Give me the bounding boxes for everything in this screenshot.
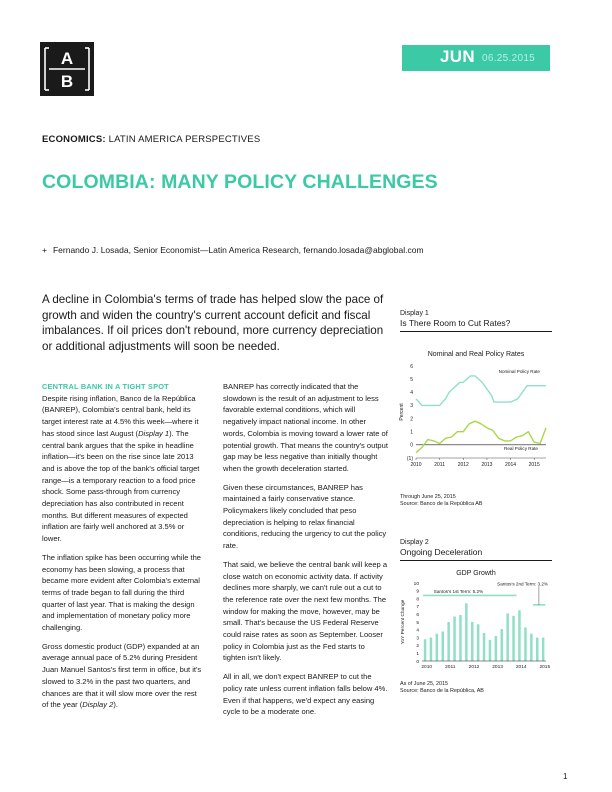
gdp-bar bbox=[524, 628, 527, 662]
section-heading: CENTRAL BANK IN A TIGHT SPOT bbox=[42, 382, 169, 391]
y-tick-label: 0 bbox=[416, 659, 419, 665]
gdp-bar bbox=[424, 639, 427, 661]
gdp-bar bbox=[483, 633, 486, 661]
chart-title: GDP Growth bbox=[456, 570, 496, 577]
source-note: Through June 25, 2015 bbox=[400, 494, 456, 500]
gdp-bar bbox=[530, 634, 533, 661]
gdp-bar bbox=[436, 634, 439, 661]
lead-paragraph: A decline in Colombia's terms of trade has helped slow the pace of growth and widen the country's current account deficit and fiscal imbalances. If oil prices don't rebound, more currency depreciation or additional adjustments will soon be needed. bbox=[42, 293, 384, 353]
kicker-bold: ECONOMICS: bbox=[42, 134, 106, 145]
chart-title: Nominal and Real Policy Rates bbox=[427, 351, 525, 358]
gdp-bar bbox=[430, 638, 433, 661]
y-axis-label: YoY Percent Change bbox=[401, 599, 406, 645]
y-tick-label: 5 bbox=[416, 620, 419, 626]
y-tick-label: 3 bbox=[410, 403, 413, 410]
logo-letter-a: A bbox=[60, 49, 74, 68]
paragraph: BANREP has correctly indicated that the slowdown is the result of an adjustment to less favorable external conditions, which will negatively impact national income. In other words, Colombia is moving toward a lower rate of potential growth. That means the country's output gap may be less negative than initially thought when the growth deceleration started. bbox=[223, 382, 388, 473]
series-label-real: Real Policy Rate bbox=[504, 446, 538, 452]
y-tick-label: 2 bbox=[416, 644, 419, 650]
paragraph: That said, we believe the central bank will keep a close watch on economic activity data. If activity declines more sharply, we can't rule out a cut to the reference rate over the next few months. The window for making the move, however, may be small. That's because the US Federal Reserve could raise rates as soon as September. Looser policy in Colombia just as the Fed starts to tighten isn't likely. bbox=[223, 559, 388, 663]
first-term-label: Santos's 1st Term: 5.2% bbox=[433, 588, 484, 594]
page-title: COLOMBIA: MANY POLICY CHALLENGES bbox=[42, 171, 438, 193]
nominal-rate-line bbox=[416, 376, 546, 406]
x-tick-label: 2011 bbox=[445, 665, 456, 670]
gdp-bar bbox=[459, 615, 462, 661]
gdp-bar bbox=[518, 610, 521, 661]
y-tick-label: 0 bbox=[410, 442, 413, 449]
ab-logo bbox=[40, 42, 94, 96]
second-term-label: Santos's 2nd Term: 3.2% bbox=[497, 581, 548, 587]
author-name: Fernando J. Losada, bbox=[52, 245, 131, 255]
logo-letter-b: B bbox=[60, 72, 74, 91]
display-ref: Display 2 bbox=[82, 700, 114, 710]
paragraph: Despite rising inflation, Banco de la República (BANREP), Colombia's central bank, held its target interest rate at 4.5% this week—where it has stood since last August (Display 1). The central bank argues that the spike in headline inflation—it's been on the rise since late 2013 and is above the top of the bank's official target range—is a temporary reaction to a food price shock. Some pass-through from currency depreciation has also contributed in recent months. But different measures of expected inflation are fairly well anchored at 3.5% or lower. bbox=[42, 393, 200, 544]
y-tick-label: 2 bbox=[410, 416, 413, 423]
gdp-growth-chart bbox=[400, 577, 552, 675]
display-1 bbox=[400, 310, 552, 508]
paragraph: All in all, we don't expect BANREP to cut the policy rate unless current inflation falls below 4%. Even if that happens, we'd expect any easing cycle to be a moderate one. bbox=[223, 672, 388, 717]
section-kicker bbox=[42, 134, 260, 145]
source-note: Source: Banco de la República, AB bbox=[400, 688, 484, 694]
paragraph: The inflation spike has been occurring while the economy has been slowing, a process that became more evident after Colombia's external terms of trade began to fall during the third quarter of last year. That is making the design and implementation of monetary policy more challenging. bbox=[42, 552, 201, 633]
gdp-bar bbox=[506, 613, 509, 661]
y-tick-label: 10 bbox=[413, 581, 419, 587]
y-tick-label: 1 bbox=[416, 652, 419, 657]
date-full: 06.25.2015 bbox=[482, 53, 536, 64]
paragraph: Given these circumstances, BANREP has maintained a fairly conservative stance. Policymakers likely concluded that peso depreciation is helping to relax financial conditions, reducing the urgency to cut the policy rate. bbox=[223, 482, 387, 551]
x-tick-label: 2014 bbox=[504, 462, 517, 468]
author-detail: Senior Economist—Latin America Research, fernando.losada@abglobal.com bbox=[130, 245, 424, 255]
gdp-bar bbox=[501, 629, 504, 661]
gdp-bar bbox=[453, 617, 456, 662]
x-tick-label: 2013 bbox=[492, 665, 503, 670]
author-line bbox=[42, 245, 424, 255]
gdp-bar bbox=[477, 624, 480, 661]
display-label: Display 2 bbox=[400, 539, 429, 546]
y-axis-label: Percent bbox=[399, 403, 405, 421]
gdp-bar bbox=[471, 622, 474, 661]
x-tick-label: 2012 bbox=[457, 462, 469, 468]
date-tab bbox=[402, 45, 550, 71]
x-tick-label: 2015 bbox=[528, 462, 540, 468]
y-tick-label: 9 bbox=[416, 589, 419, 595]
display-ref: Display 1 bbox=[138, 428, 170, 438]
display-2 bbox=[400, 539, 552, 695]
body-column-1 bbox=[42, 381, 202, 718]
policy-rate-chart bbox=[400, 358, 552, 490]
display-label: Display 1 bbox=[400, 310, 429, 317]
y-tick-label: 6 bbox=[416, 613, 419, 618]
body-column-2 bbox=[223, 381, 389, 725]
paragraph: Gross domestic product (GDP) expanded at an average annual pace of 5.2% during President Juan Manuel Santos's first term in office, but it's slowed to 3.2% in the past two quarters, and chances are that it will slow more over the rest of the year (Display 2). bbox=[42, 641, 202, 710]
gdp-bar bbox=[495, 636, 498, 661]
gdp-bar bbox=[465, 603, 468, 661]
source-note: As of June 25, 2015 bbox=[400, 681, 448, 687]
x-tick-label: 2014 bbox=[515, 665, 527, 670]
display-title: Is There Room to Cut Rates? bbox=[400, 318, 552, 332]
gdp-bar bbox=[536, 638, 539, 661]
gdp-bar bbox=[512, 616, 515, 661]
plus-icon: + bbox=[42, 245, 47, 255]
series-label-nominal: Nominal Policy Rate bbox=[498, 369, 540, 375]
page-number-label: 1 bbox=[563, 772, 568, 781]
gdp-bar bbox=[442, 631, 445, 661]
x-tick-label: 2013 bbox=[481, 462, 493, 468]
y-tick-label: 6 bbox=[410, 363, 413, 370]
y-tick-label: 4 bbox=[416, 628, 419, 634]
y-tick-label: (1) bbox=[406, 455, 413, 462]
gdp-bar bbox=[447, 622, 450, 661]
x-tick-label: 2010 bbox=[410, 462, 422, 468]
y-tick-label: 7 bbox=[416, 605, 419, 611]
y-tick-label: 8 bbox=[416, 597, 419, 603]
y-tick-label: 5 bbox=[410, 376, 413, 383]
x-tick-label: 2015 bbox=[539, 665, 551, 670]
date-month: JUN bbox=[440, 47, 475, 66]
gdp-bar bbox=[489, 640, 492, 661]
display-title: Ongoing Deceleration bbox=[400, 547, 552, 561]
x-tick-label: 2012 bbox=[468, 665, 480, 670]
x-tick-label: 2011 bbox=[434, 462, 446, 468]
source-note: Source: Banco de la República AB bbox=[400, 501, 483, 507]
y-tick-label: 1 bbox=[410, 429, 413, 436]
y-tick-label: 3 bbox=[416, 636, 419, 642]
gdp-bar bbox=[542, 638, 545, 661]
kicker-rest: LATIN AMERICA PERSPECTIVES bbox=[105, 134, 261, 145]
y-tick-label: 4 bbox=[410, 390, 413, 397]
x-tick-label: 2010 bbox=[421, 665, 433, 670]
